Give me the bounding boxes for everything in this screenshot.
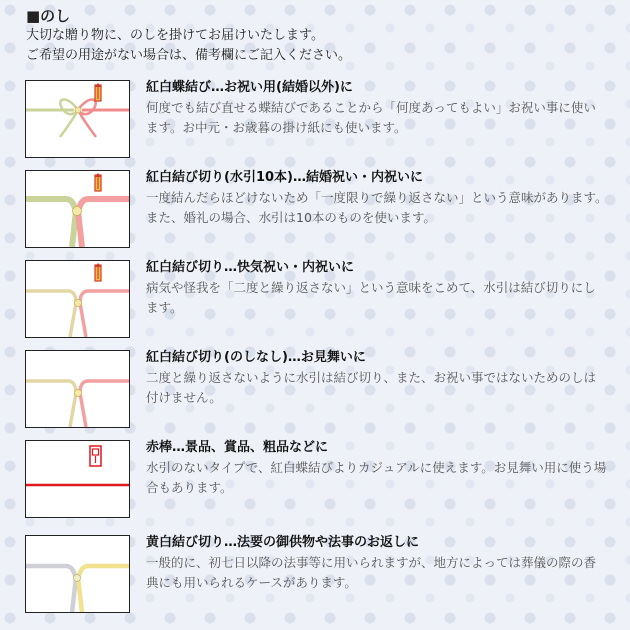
noshi-option-title: 紅白結び切り(水引10本)…結婚祝い・内祝いに bbox=[146, 170, 423, 185]
noshi-option-title: 紅白結び切り(のしなし)…お見舞いに bbox=[146, 350, 366, 365]
noshi-option-akabou bbox=[25, 440, 605, 520]
section-title: ■のし bbox=[26, 7, 71, 25]
noshi-header bbox=[26, 6, 351, 66]
noshi-option-title: 紅白結び切り…快気祝い・内祝いに bbox=[146, 260, 355, 275]
noshi-option-no-noshi bbox=[25, 350, 605, 430]
noshi-musubikiri-10-icon bbox=[25, 170, 130, 248]
noshi-option-description: 二度と繰り返さないように水引は結び切り、また、お祝い事ではないためのしは付けません。 bbox=[146, 370, 597, 405]
noshi-kihaku-musubikiri-icon bbox=[25, 535, 130, 613]
noshi-option-description: 一般的に、初七日以降の法事等に用いられますが、地方によっては葬儀の際の香典にも用いられるケースがあります。 bbox=[146, 555, 597, 590]
noshi-option-description: 病気や怪我を「二度と繰り返さない」という意味をこめて、水引は結び切りにします。 bbox=[146, 280, 596, 315]
noshi-musubikiri-no-noshi-icon bbox=[25, 350, 130, 428]
noshi-musubikiri-icon bbox=[25, 260, 130, 338]
noshi-option-chouchou bbox=[25, 80, 605, 160]
noshi-option-description: 一度結んだらほどけないため「一度限りで繰り返さない」という意味があります。また、婚礼の場合、水引は10本のものを使います。 bbox=[146, 190, 608, 225]
noshi-option-musubikiri bbox=[25, 260, 605, 340]
noshi-option-title: 黄白結び切り…法要の御供物や法事のお返しに bbox=[146, 535, 420, 550]
noshi-option-musubikiri-10 bbox=[25, 170, 608, 250]
noshi-option-description: 何度でも結び直せる蝶結びであることから「何度あってもよい」お祝い事に使います。お中元・お歳暮の掛け紙にも使います。 bbox=[146, 100, 596, 135]
noshi-option-title: 赤棒…景品、賞品、粗品などに bbox=[146, 440, 329, 455]
noshi-option-description: 水引のないタイプで、紅白蝶結びよりカジュアルに使えます。お見舞い用に使う場合もあります。 bbox=[146, 460, 607, 495]
noshi-option-kihaku bbox=[25, 535, 605, 615]
intro-line-2: ご希望の用途がない場合は、備考欄にご記入ください。 bbox=[26, 48, 352, 63]
noshi-chouchou-musubi-icon bbox=[25, 80, 130, 158]
noshi-option-title: 紅白蝶結び…お祝い用(結婚以外)に bbox=[146, 80, 353, 95]
intro-line-1: 大切な贈り物に、のしを掛けてお届けいたします。 bbox=[26, 28, 324, 43]
noshi-akabou-icon bbox=[25, 440, 130, 518]
